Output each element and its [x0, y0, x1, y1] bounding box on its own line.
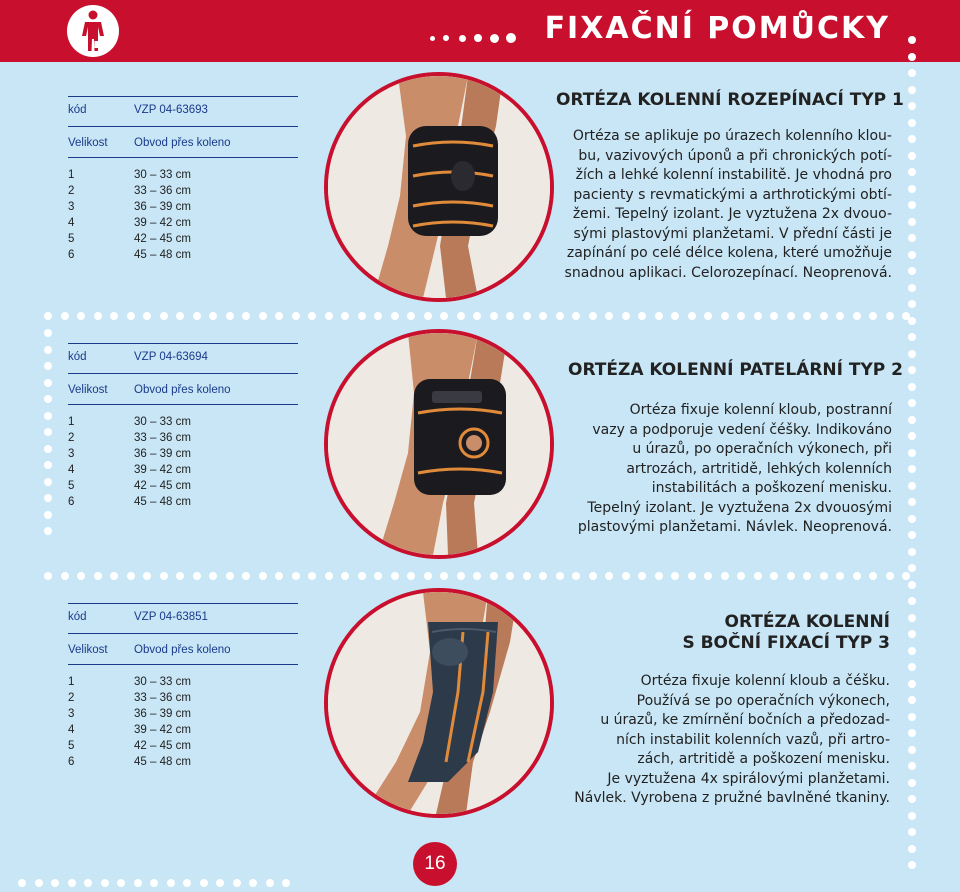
decorative-dot: [407, 572, 415, 580]
decorative-dot: [200, 879, 208, 887]
decorative-dot: [473, 312, 481, 320]
decorative-dot: [803, 572, 811, 580]
decorative-dot: [688, 312, 696, 320]
decorative-dot: [242, 312, 250, 320]
decorative-dot: [605, 312, 613, 320]
decorative-dot: [183, 879, 191, 887]
size-label: Velikost: [68, 137, 108, 149]
decorative-dot: [908, 795, 916, 803]
divider: [68, 157, 298, 158]
decorative-dot: [754, 572, 762, 580]
decorative-dot: [506, 312, 514, 320]
divider: [68, 96, 298, 97]
decorative-dot: [908, 218, 916, 226]
decorative-dot: [908, 251, 916, 259]
decorative-dot: [292, 572, 300, 580]
header-bar: [0, 0, 960, 62]
divider: [68, 343, 298, 344]
product-code: VZP 04-63694: [134, 351, 208, 363]
decorative-dot: [836, 572, 844, 580]
decorative-dot: [266, 879, 274, 887]
decorative-dot: [908, 416, 916, 424]
decorative-dot: [787, 312, 795, 320]
decorative-dot: [44, 527, 52, 535]
decorative-dot: [209, 572, 217, 580]
decorative-dot: [424, 572, 432, 580]
decorative-dot: [84, 879, 92, 887]
decorative-dot: [490, 572, 498, 580]
decorative-dot: [908, 696, 916, 704]
decorative-dot: [473, 572, 481, 580]
decorative-dot: [358, 572, 366, 580]
decorative-dot: [908, 135, 916, 143]
decorative-dot: [167, 879, 175, 887]
decorative-dot: [605, 572, 613, 580]
decorative-dot: [908, 597, 916, 605]
decorative-dot: [308, 312, 316, 320]
decorative-dot: [490, 312, 498, 320]
decorative-dot: [216, 879, 224, 887]
decorative-dot: [589, 572, 597, 580]
decorative-dot: [853, 312, 861, 320]
decorative-dot: [908, 185, 916, 193]
decorative-dot: [908, 234, 916, 242]
decorative-dot: [908, 564, 916, 572]
divider: [68, 664, 298, 665]
decorative-dot: [374, 312, 382, 320]
decorative-dot: [134, 879, 142, 887]
decorative-dot: [704, 572, 712, 580]
decorative-dot: [908, 86, 916, 94]
decorative-dot: [908, 515, 916, 523]
decorative-dot: [638, 312, 646, 320]
decorative-dot: [908, 861, 916, 869]
decorative-dot: [908, 845, 916, 853]
product-description: Ortéza se aplikuje po úrazech kolenního klou- bu, vazivových úponů a při chronických potí- žích a lehké kolenní instabilitě. Je vhodná pro pacienty s revmatickými a arthrotickými obtí- žemi. Tepelný izolant. Je vyztužena 2x dvouo- sými plastovými planžetami. V přední části je zapínání po celé délce kolena, které umožňuje snadnou aplikaci. Celorozepínací. Neoprenová.: [564, 128, 892, 281]
decorative-dot: [869, 572, 877, 580]
decorative-dot: [908, 449, 916, 457]
decorative-dot: [908, 548, 916, 556]
decorative-dot: [325, 572, 333, 580]
decorative-dot: [908, 680, 916, 688]
decorative-dot: [671, 572, 679, 580]
decorative-dot: [908, 465, 916, 473]
decorative-dot: [908, 284, 916, 292]
decorative-dot: [638, 572, 646, 580]
decorative-dot: [443, 35, 449, 41]
decorative-dot: [908, 729, 916, 737]
decorative-dot: [374, 572, 382, 580]
decorative-dot: [908, 53, 916, 61]
decorative-dot: [787, 572, 795, 580]
decorative-dot: [908, 267, 916, 275]
decorative-dot: [506, 33, 516, 43]
decorative-dot: [671, 312, 679, 320]
decorative-dot: [908, 498, 916, 506]
decorative-dot: [51, 879, 59, 887]
decorative-dot: [908, 399, 916, 407]
measure-label: Obvod přes koleno: [134, 384, 231, 396]
decorative-dot: [655, 312, 663, 320]
decorative-dot: [259, 312, 267, 320]
decorative-dot: [44, 379, 52, 387]
decorative-dot: [391, 572, 399, 580]
decorative-dot: [440, 572, 448, 580]
size-label: Velikost: [68, 644, 108, 656]
decorative-dot: [908, 812, 916, 820]
decorative-dot: [908, 201, 916, 209]
decorative-dot: [908, 366, 916, 374]
decorative-dot: [474, 34, 482, 42]
decorative-dot: [908, 119, 916, 127]
decorative-dot: [506, 572, 514, 580]
decorative-dot: [110, 572, 118, 580]
decorative-dot: [908, 69, 916, 77]
decorative-dot: [233, 879, 241, 887]
decorative-dot: [282, 879, 290, 887]
decorative-dot: [44, 395, 52, 403]
decorative-dot: [908, 383, 916, 391]
decorative-dot: [193, 572, 201, 580]
code-label: kód: [68, 351, 87, 363]
decorative-dot: [459, 35, 466, 42]
decorative-dot: [77, 572, 85, 580]
decorative-dot: [209, 312, 217, 320]
decorative-dot: [292, 312, 300, 320]
decorative-dot: [160, 312, 168, 320]
decorative-dot: [44, 412, 52, 420]
decorative-dot: [622, 312, 630, 320]
decorative-dot: [407, 312, 415, 320]
page-title: FIXAČNÍ POMŮCKY: [544, 11, 890, 46]
decorative-dot: [908, 482, 916, 490]
divider: [68, 373, 298, 374]
decorative-dot: [908, 350, 916, 358]
decorative-dot: [572, 572, 580, 580]
decorative-dot: [908, 581, 916, 589]
decorative-dot: [341, 312, 349, 320]
decorative-dot: [150, 879, 158, 887]
divider: [68, 633, 298, 634]
decorative-dot: [886, 572, 894, 580]
product-description: Ortéza fixuje kolenní kloub a čéšku. Používá se po operačních výkonech, u úrazů, ke zmírnění bočních a předozad- ních instabilit kolenních vazů, při artro- zách, artritidě a poškození menisku. Je vyztužena 4x spirálovými planžetami. Návlek. Vyrobena z pružné bavlněné tkaniny.: [574, 673, 890, 806]
decorative-dot: [61, 572, 69, 580]
decorative-dot: [249, 879, 257, 887]
decorative-dot: [193, 312, 201, 320]
decorative-dot: [908, 828, 916, 836]
decorative-dot: [18, 879, 26, 887]
decorative-dot: [704, 312, 712, 320]
decorative-dot: [902, 572, 910, 580]
decorative-dot: [908, 102, 916, 110]
decorative-dot: [44, 478, 52, 486]
decorative-dot: [275, 312, 283, 320]
decorative-dot: [539, 572, 547, 580]
divider: [68, 126, 298, 127]
product-code: VZP 04-63693: [134, 104, 208, 116]
decorative-dot: [908, 333, 916, 341]
decorative-dot: [35, 879, 43, 887]
decorative-dot: [589, 312, 597, 320]
decorative-dot: [44, 362, 52, 370]
decorative-dot: [259, 572, 267, 580]
product-title: ORTÉZA KOLENNÍ S BOČNÍ FIXACÍ TYP 3: [682, 612, 890, 653]
decorative-dot: [908, 614, 916, 622]
decorative-dot: [341, 572, 349, 580]
decorative-dot: [908, 713, 916, 721]
decorative-dot: [853, 572, 861, 580]
decorative-dot: [127, 312, 135, 320]
decorative-dot: [688, 572, 696, 580]
product-code: VZP 04-63851: [134, 611, 208, 623]
knee-orthosis-photo-3: [324, 588, 554, 818]
decorative-dot: [737, 572, 745, 580]
decorative-dot: [44, 346, 52, 354]
decorative-dot: [160, 572, 168, 580]
decorative-dot: [430, 36, 435, 41]
decorative-dot: [44, 428, 52, 436]
decorative-dot: [754, 312, 762, 320]
decorative-dot: [908, 746, 916, 754]
decorative-dot: [391, 312, 399, 320]
decorative-dot: [572, 312, 580, 320]
person-bandage-icon: [67, 5, 119, 57]
divider: [68, 404, 298, 405]
decorative-dot: [523, 312, 531, 320]
decorative-dot: [117, 879, 125, 887]
decorative-dot: [820, 572, 828, 580]
decorative-dot: [908, 152, 916, 160]
decorative-dot: [176, 572, 184, 580]
decorative-dot: [770, 312, 778, 320]
decorative-dot: [44, 461, 52, 469]
decorative-dot: [539, 312, 547, 320]
spec-table-1: kód VZP 04-63693 Velikost Obvod přes koleno 1 30 – 33 cm 2 33 – 36 cm 3 36 – 39 cm 4 39 – 42 cm 5 42 – 45 cm 6 45 – 48 cm: [68, 104, 298, 274]
decorative-dot: [110, 312, 118, 320]
decorative-dot: [908, 663, 916, 671]
decorative-dot: [68, 879, 76, 887]
decorative-dot: [44, 494, 52, 502]
decorative-dot: [143, 572, 151, 580]
decorative-dot: [44, 329, 52, 337]
decorative-dot: [908, 647, 916, 655]
decorative-dot: [94, 572, 102, 580]
decorative-dot: [820, 312, 828, 320]
decorative-dot: [836, 312, 844, 320]
decorative-dot: [457, 572, 465, 580]
decorative-dot: [127, 572, 135, 580]
decorative-dot: [721, 312, 729, 320]
decorative-dot: [424, 312, 432, 320]
decorative-dot: [440, 312, 448, 320]
decorative-dot: [226, 572, 234, 580]
decorative-dot: [556, 312, 564, 320]
decorative-dot: [325, 312, 333, 320]
divider: [68, 603, 298, 604]
spec-table-3: kód VZP 04-63851 Velikost Obvod přes koleno 1 30 – 33 cm 2 33 – 36 cm 3 36 – 39 cm 4 39 – 42 cm 5 42 – 45 cm 6 45 – 48 cm: [68, 611, 298, 781]
decorative-dot: [358, 312, 366, 320]
decorative-dot: [737, 312, 745, 320]
code-label: kód: [68, 104, 87, 116]
product-title: ORTÉZA KOLENNÍ PATELÁRNÍ TYP 2: [568, 360, 904, 380]
decorative-dot: [226, 312, 234, 320]
code-label: kód: [68, 611, 87, 623]
decorative-dot: [176, 312, 184, 320]
decorative-dot: [908, 432, 916, 440]
knee-orthosis-photo-1: [324, 72, 554, 302]
decorative-dot: [803, 312, 811, 320]
measure-label: Obvod přes koleno: [134, 137, 231, 149]
decorative-dot: [44, 445, 52, 453]
decorative-dot: [622, 572, 630, 580]
decorative-dot: [655, 572, 663, 580]
decorative-dot: [908, 630, 916, 638]
decorative-dot: [556, 572, 564, 580]
decorative-dot: [94, 312, 102, 320]
decorative-dot: [886, 312, 894, 320]
decorative-dot: [44, 511, 52, 519]
decorative-dot: [908, 300, 916, 308]
decorative-dot: [44, 312, 52, 320]
decorative-dot: [242, 572, 250, 580]
decorative-dot: [908, 168, 916, 176]
decorative-dot: [308, 572, 316, 580]
decorative-dot: [490, 34, 499, 43]
knee-orthosis-photo-2: [324, 329, 554, 559]
spec-table-2: kód VZP 04-63694 Velikost Obvod přes koleno 1 30 – 33 cm 2 33 – 36 cm 3 36 – 39 cm 4 39 – 42 cm 5 42 – 45 cm 6 45 – 48 cm: [68, 351, 298, 521]
decorative-dot: [908, 36, 916, 44]
decorative-dot: [523, 572, 531, 580]
size-label: Velikost: [68, 384, 108, 396]
decorative-dot: [61, 312, 69, 320]
decorative-dot: [721, 572, 729, 580]
decorative-dot: [908, 762, 916, 770]
page-number: 16: [413, 842, 457, 886]
measure-label: Obvod přes koleno: [134, 644, 231, 656]
decorative-dot: [101, 879, 109, 887]
decorative-dot: [77, 312, 85, 320]
decorative-dot: [143, 312, 151, 320]
decorative-dot: [908, 779, 916, 787]
decorative-dot: [44, 572, 52, 580]
decorative-dot: [275, 572, 283, 580]
decorative-dot: [457, 312, 465, 320]
product-description: Ortéza fixuje kolenní kloub, postranní vazy a podporuje vedení čéšky. Indikováno u úrazů, po operačních výkonech, při artrozách, artritidě, lehkých kolenních instabilitách a poškození menisku. Tepelný izolant. Je vyztužena 2x dvouosými plastovými planžetami. Návlek. Neoprenová.: [577, 402, 892, 535]
decorative-dot: [770, 572, 778, 580]
decorative-dot: [908, 531, 916, 539]
decorative-dot: [869, 312, 877, 320]
product-title: ORTÉZA KOLENNÍ ROZEPÍNACÍ TYP 1: [556, 90, 904, 110]
decorative-dot: [902, 312, 910, 320]
